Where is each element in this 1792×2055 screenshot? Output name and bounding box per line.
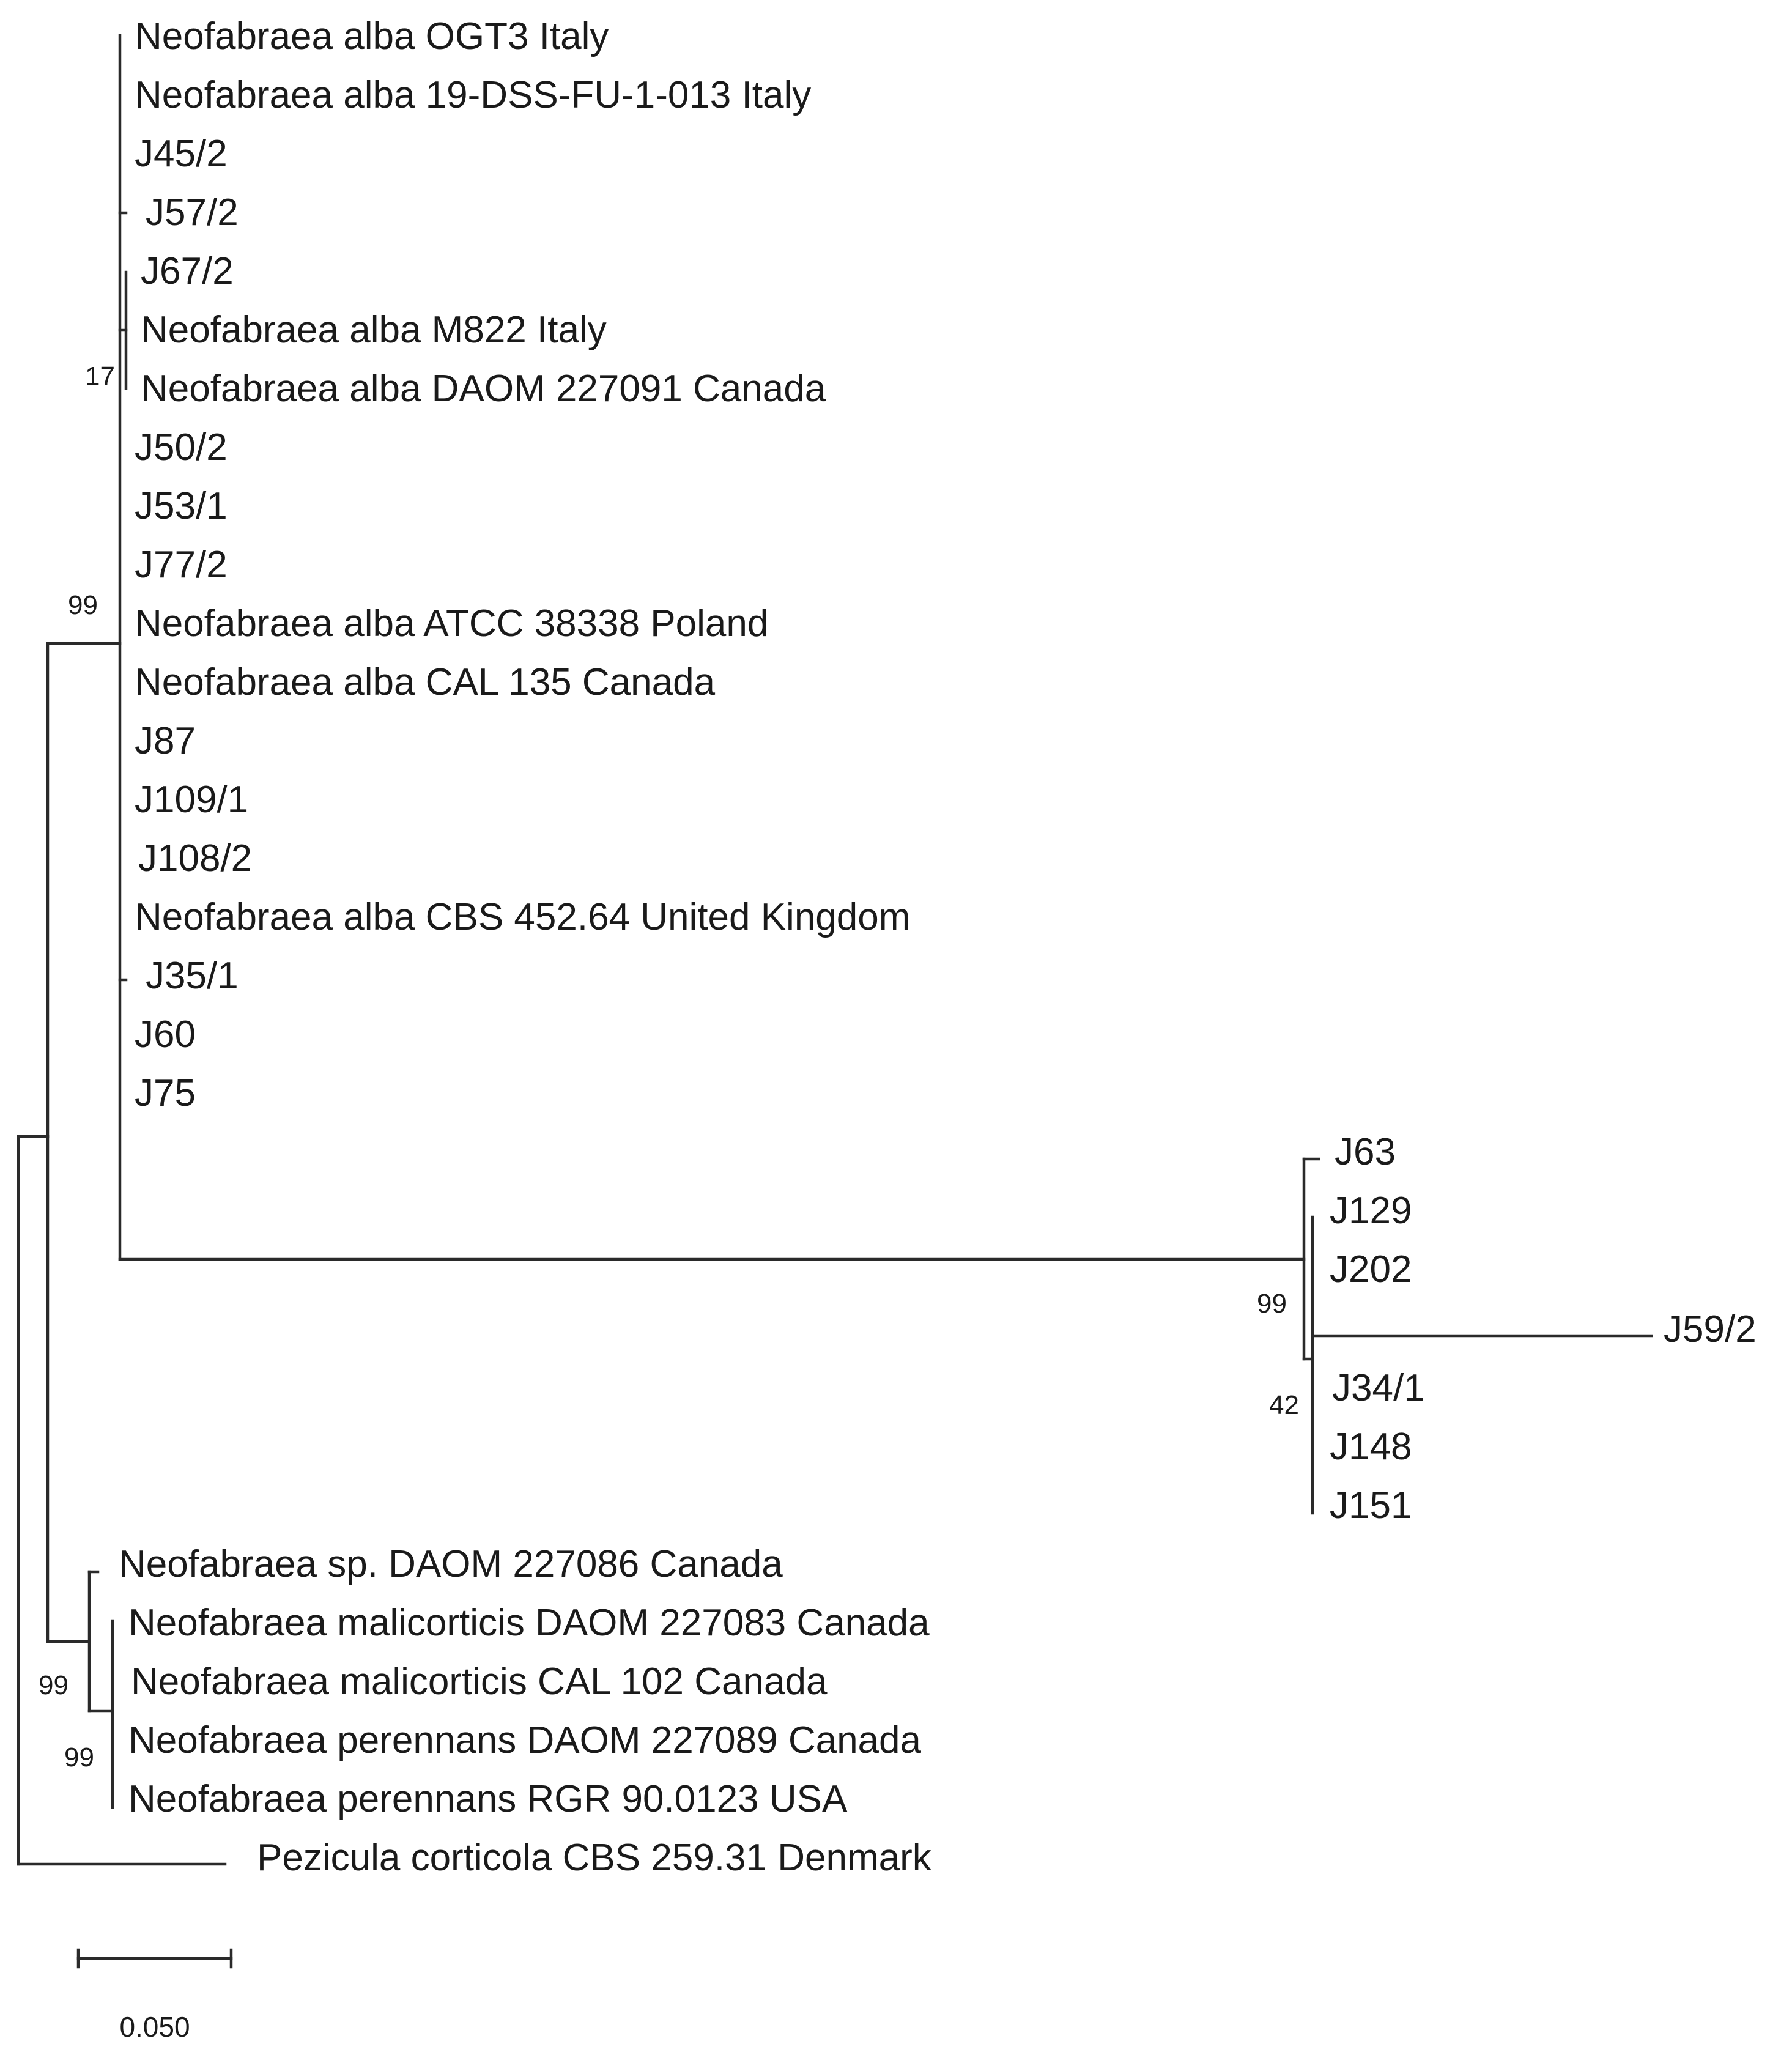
- taxon-label: Neofabraea alba 19-DSS-FU-1-013 Italy: [135, 74, 812, 116]
- taxon-label: Neofabraea malicorticis CAL 102 Canada: [131, 1661, 828, 1703]
- taxon-label: J57/2: [146, 191, 239, 234]
- taxon-label: J60: [135, 1013, 196, 1056]
- scale-bar: [78, 1950, 231, 2043]
- taxon-label: J63: [1335, 1131, 1396, 1173]
- taxon-label: J87: [135, 720, 196, 762]
- taxon-label: Neofabraea alba DAOM 227091 Canada: [141, 368, 826, 410]
- taxon-label: J59/2: [1664, 1308, 1757, 1350]
- taxon-label: J108/2: [138, 837, 253, 879]
- bootstrap-j-subclade: 42: [1269, 1390, 1299, 1420]
- taxon-label: J35/1: [146, 955, 239, 997]
- taxon-label: J151: [1330, 1484, 1412, 1527]
- taxon-label: Neofabraea alba CBS 452.64 United Kingdom: [135, 896, 911, 938]
- bootstrap-alba-subclade: 17: [85, 361, 115, 391]
- taxon-label: Neofabraea alba M822 Italy: [141, 309, 607, 351]
- scale-bar-label: 0.050: [119, 2011, 190, 2043]
- taxon-label: J202: [1330, 1248, 1412, 1290]
- taxon-label: J77/2: [135, 544, 228, 586]
- bootstrap-malicorticis-clade: 99: [39, 1670, 68, 1700]
- taxon-label: Neofabraea alba CAL 135 Canada: [135, 661, 716, 703]
- bootstrap-alba-clade: 99: [68, 590, 98, 620]
- taxon-label: J45/2: [135, 133, 228, 175]
- bootstrap-j-clade: 99: [1257, 1289, 1287, 1319]
- taxon-label: J53/1: [135, 485, 228, 527]
- taxon-label: Neofabraea perennans RGR 90.0123 USA: [128, 1778, 848, 1820]
- taxon-label: Neofabraea alba OGT3 Italy: [135, 15, 609, 57]
- taxon-label: J148: [1330, 1426, 1412, 1468]
- taxon-label: J50/2: [135, 426, 228, 468]
- taxon-label: J129: [1330, 1190, 1412, 1232]
- taxon-label: Neofabraea perennans DAOM 227089 Canada: [128, 1719, 922, 1761]
- taxon-label: J75: [135, 1072, 196, 1114]
- taxon-label: Pezicula corticola CBS 259.31 Denmark: [257, 1837, 931, 1879]
- taxon-label: J34/1: [1332, 1367, 1425, 1409]
- bootstrap-perennans-clade: 99: [64, 1742, 94, 1772]
- taxon-labels: [119, 15, 1757, 1879]
- taxon-label: Neofabraea malicorticis DAOM 227083 Canada: [128, 1602, 930, 1644]
- taxon-label: Neofabraea alba ATCC 38338 Poland: [135, 602, 769, 645]
- taxon-label: J67/2: [141, 250, 234, 292]
- taxon-label: Neofabraea sp. DAOM 227086 Canada: [119, 1543, 783, 1585]
- taxon-label: J109/1: [135, 779, 249, 821]
